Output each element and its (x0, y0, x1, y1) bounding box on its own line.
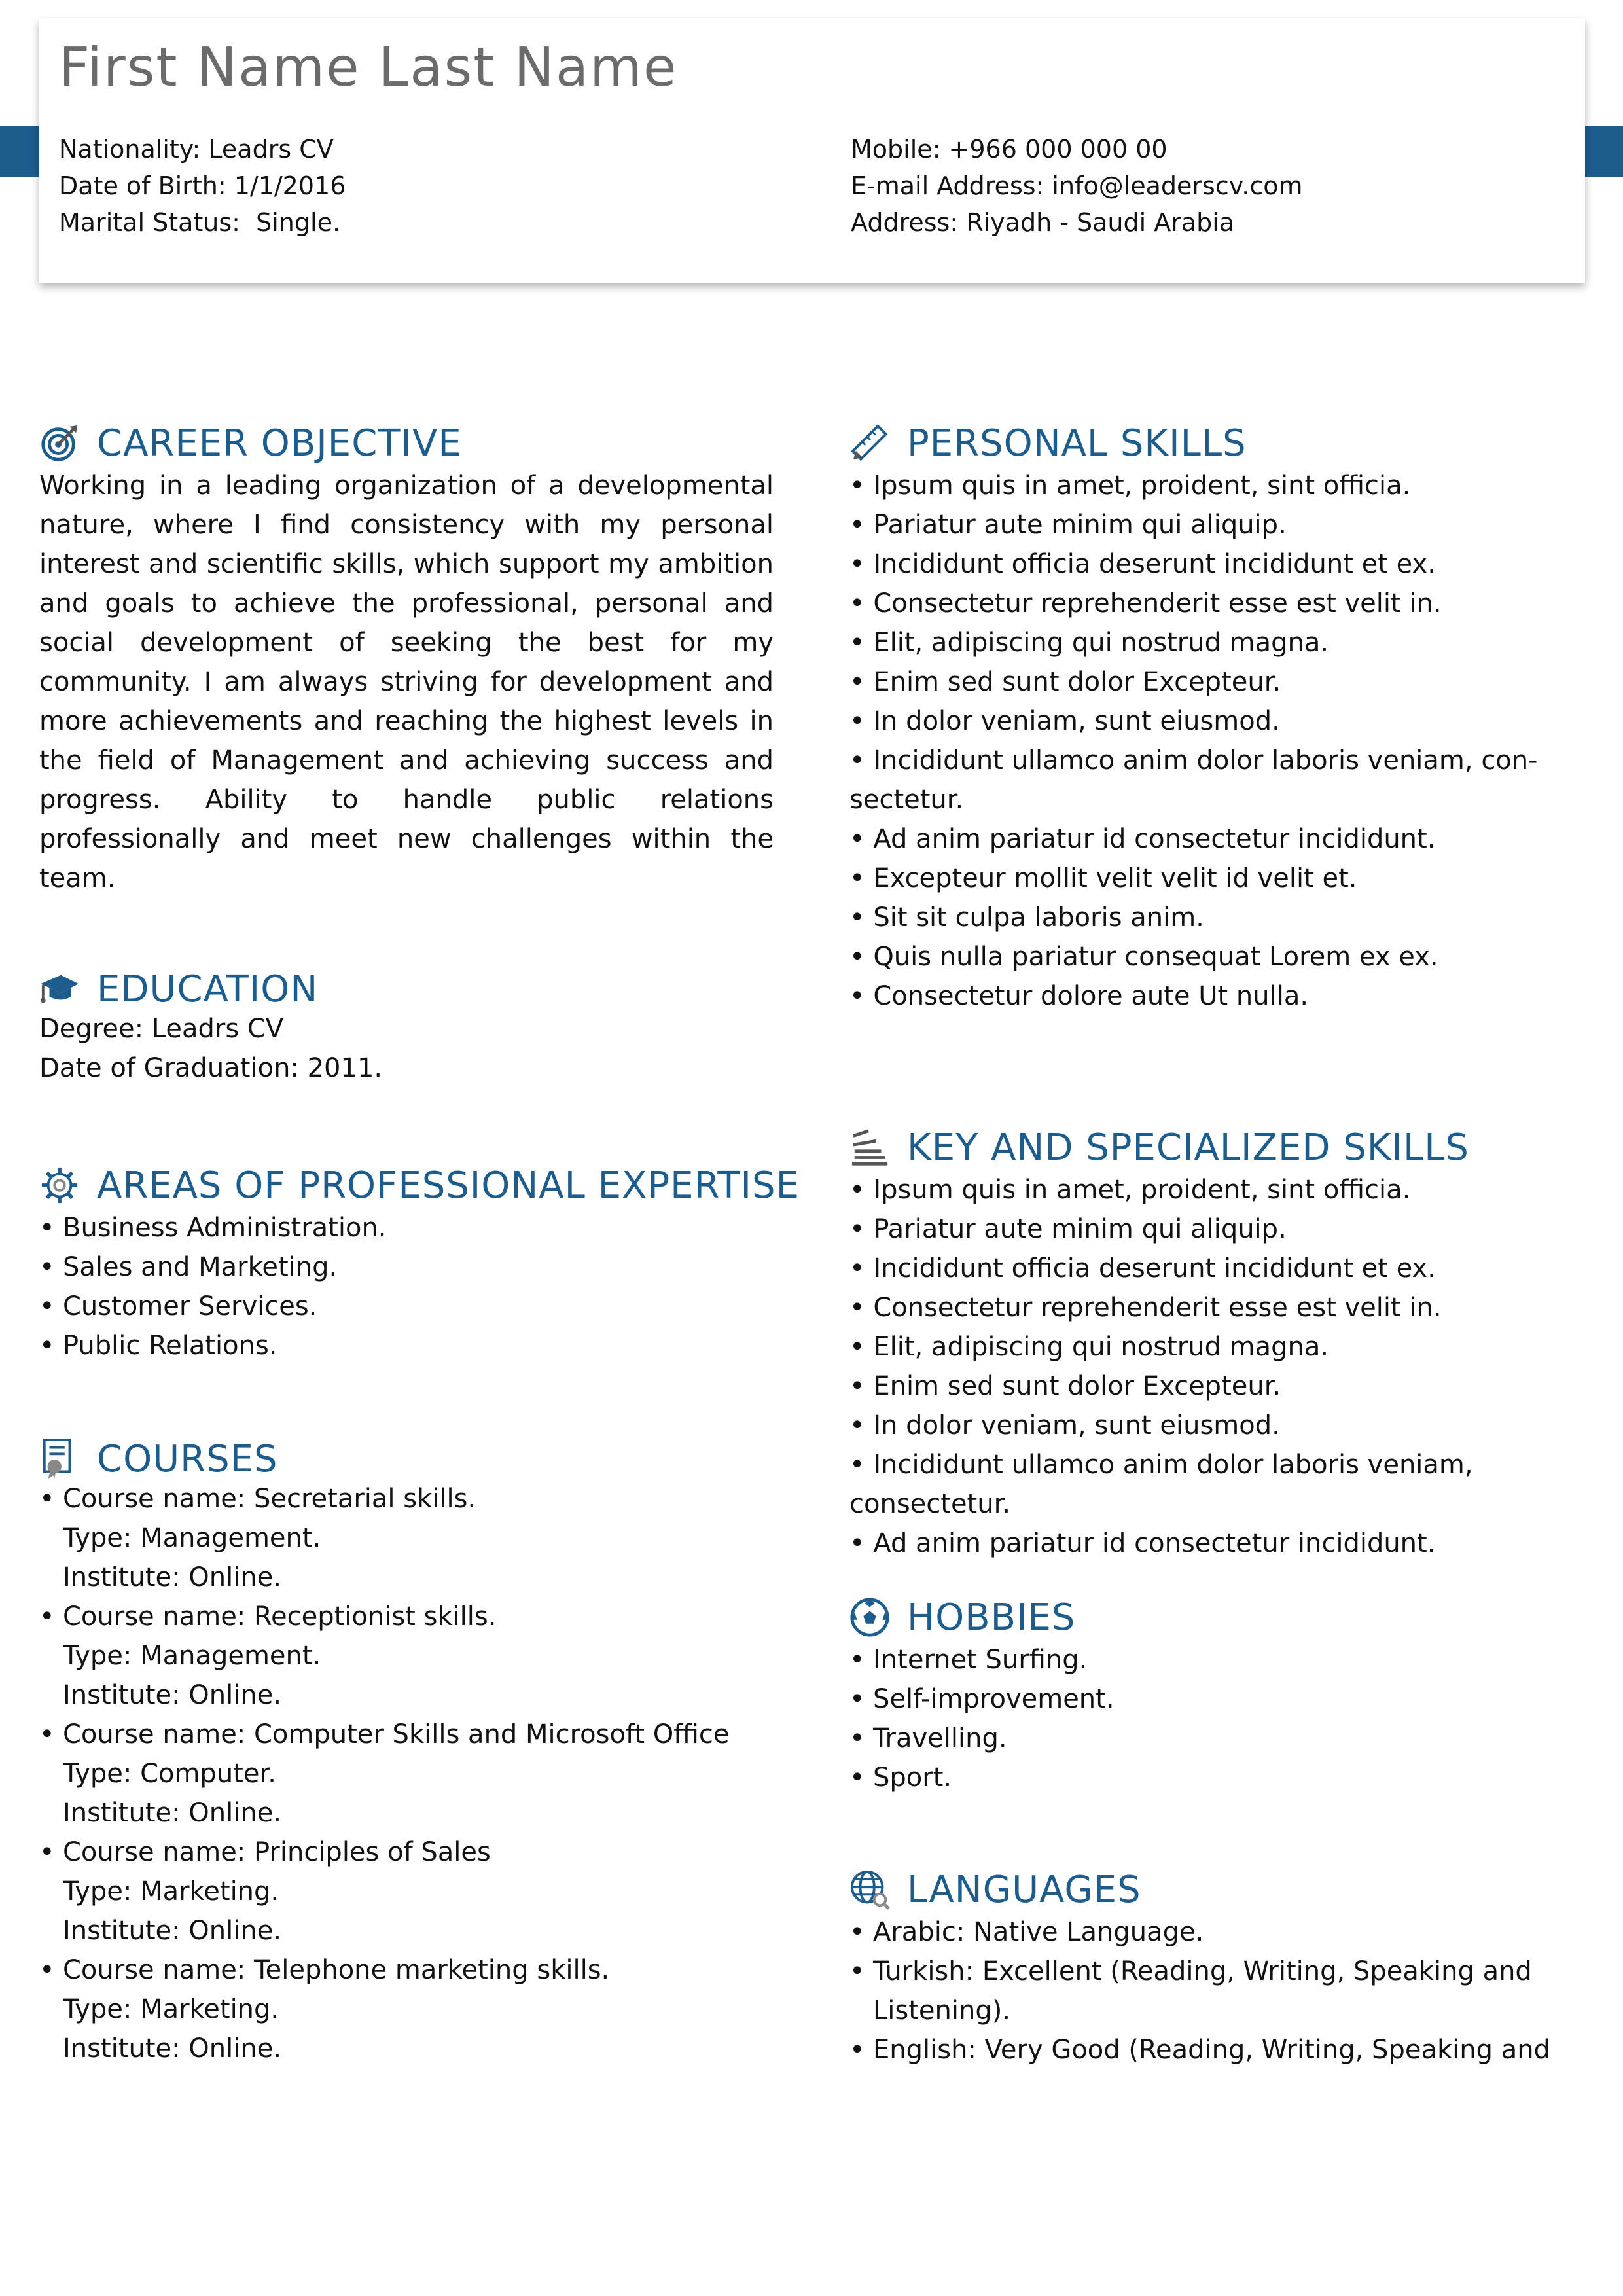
list-item: • Internet Surfing. (849, 1640, 1585, 1679)
list-item: • Pariatur aute minim qui aliquip. (849, 1210, 1585, 1249)
personal-skills-title: PERSONAL SKILLS (907, 422, 1247, 465)
list-item: • Ad anim pariatur id consectetur incididunt. (849, 1524, 1585, 1563)
accent-band-right (1582, 126, 1623, 177)
list-item: • Quis nulla pariatur consequat Lorem ex ex. (849, 937, 1585, 977)
course-type: Type: Management. (63, 1523, 321, 1553)
list-item: • Consectetur dolore aute Ut nulla. (849, 977, 1585, 1016)
list-item: • Consectetur reprehenderit esse est velit in. (849, 1288, 1585, 1327)
key-skills-section (849, 1124, 1585, 1563)
education-section (39, 966, 774, 1088)
education-title: EDUCATION (97, 967, 319, 1011)
list-item: • Turkish: Excellent (Reading, Writing, Speaking and Listening). (849, 1952, 1585, 2030)
header-card (39, 18, 1585, 283)
list-item: • Travelling. (849, 1719, 1585, 1758)
degree: Degree: Leadrs CV (39, 1014, 284, 1044)
course-type: Type: Marketing. (63, 1994, 279, 2024)
list-item: • Self-improvement. (849, 1679, 1585, 1719)
nationality: Nationality: Leadrs CV (59, 135, 334, 164)
date-of-birth: Date of Birth: 1/1/2016 (59, 171, 346, 200)
mobile: Mobile: +966 000 000 00 (851, 135, 1168, 164)
career-objective-title: CAREER OBJECTIVE (97, 422, 462, 465)
graduation-date: Date of Graduation: 2011. (39, 1053, 383, 1083)
list-item: • Enim sed sunt dolor Excepteur. (849, 1367, 1585, 1406)
list-item: • Incididunt officia deserunt incididunt et ex. (849, 1249, 1585, 1288)
list-item: • Incididunt officia deserunt incididunt et ex. (849, 545, 1585, 584)
list-item: • Sport. (849, 1758, 1585, 1797)
languages-section (849, 1867, 1585, 2070)
globe-icon (849, 1869, 890, 1910)
course-name: • Course name: Telephone marketing skills. (63, 1955, 610, 1985)
list-item: • Elit, adipiscing qui nostrud magna. (849, 623, 1585, 662)
course-institute: Institute: Online. (63, 1798, 282, 1828)
list-item: • Consectetur reprehenderit esse est velit in. (849, 584, 1585, 623)
course-name: • Course name: Principles of Sales (63, 1837, 491, 1867)
target-icon (39, 423, 80, 463)
course-institute: Institute: Online. (63, 1562, 282, 1592)
key-skills-title: KEY AND SPECIALIZED SKILLS (907, 1126, 1469, 1169)
personal-skills-section (849, 420, 1585, 1016)
list-item: • Excepteur mollit velit velit id velit et. (849, 859, 1585, 898)
list-item: • Incididunt ullamco anim dolor laboris veniam, consectetur. (849, 1445, 1585, 1524)
list-item: • Business Administration. (39, 1208, 774, 1247)
course-name: • Course name: Computer Skills and Microsoft Office (63, 1719, 730, 1749)
course-type: Type: Computer. (63, 1759, 276, 1789)
list-item: • Pariatur aute minim qui aliquip. (849, 505, 1585, 545)
courses-title: COURSES (97, 1437, 278, 1480)
list-item: • In dolor veniam, sunt eiusmod. (849, 1406, 1585, 1445)
course-type: Type: Management. (63, 1641, 321, 1671)
course-institute: Institute: Online. (63, 2034, 282, 2064)
certificate-icon (39, 1439, 80, 1479)
marital-status: Marital Status: Single. (59, 208, 341, 237)
list-item: • Ipsum quis in amet, proident, sint officia. (849, 466, 1585, 505)
list-item: • Sales and Marketing. (39, 1247, 774, 1287)
languages-title: LANGUAGES (907, 1868, 1141, 1911)
career-objective-text: Working in a leading organization of a developmental nature, where I find consistency with my personal interest and scientific skills, which support my ambition and goals to achieve the professional, personal and social development of seeking the best for my community. I am always striving for development and more achievements and reaching the highest levels in the field of Management and achieving success and progress. Ability to handle public relations professionally and meet new challenges within the team. (39, 471, 774, 893)
email-address: E-mail Address: info@leaderscv.com (851, 171, 1303, 200)
list-item: • Ad anim pariatur id consectetur incididunt. (849, 819, 1585, 859)
course-institute: Institute: Online. (63, 1680, 282, 1710)
list-item: • Incididunt ullamco anim dolor laboris veniam, con-sectetur. (849, 741, 1585, 819)
list-item: • Ipsum quis in amet, proident, sint officia. (849, 1170, 1585, 1210)
expertise-section (39, 1162, 800, 1365)
soccer-ball-icon (849, 1597, 890, 1638)
list-item: • Customer Services. (39, 1287, 774, 1326)
course-item (39, 1950, 774, 2068)
address: Address: Riyadh - Saudi Arabia (851, 208, 1235, 237)
course-item (39, 1479, 774, 1597)
course-institute: Institute: Online. (63, 1916, 282, 1946)
list-item: • In dolor veniam, sunt eiusmod. (849, 702, 1585, 741)
course-name: • Course name: Secretarial skills. (63, 1484, 476, 1514)
list-item: • English: Very Good (Reading, Writing, Speaking and (849, 2030, 1585, 2070)
hobbies-section (849, 1594, 1585, 1797)
hobbies-title: HOBBIES (907, 1596, 1076, 1639)
course-item (39, 1833, 774, 1950)
courses-section (39, 1436, 774, 2068)
gear-icon (39, 1165, 80, 1206)
course-item (39, 1597, 774, 1715)
course-item (39, 1715, 774, 1833)
stacked-books-icon (849, 1127, 890, 1168)
contact-info (851, 131, 1303, 241)
list-item: • Sit sit culpa laboris anim. (849, 898, 1585, 937)
pencil-ruler-icon (849, 423, 890, 463)
personal-info (59, 131, 346, 241)
accent-band-left (0, 126, 41, 177)
list-item: • Enim sed sunt dolor Excepteur. (849, 662, 1585, 702)
career-objective-section (39, 420, 774, 898)
candidate-name: First Name Last Name (59, 37, 678, 99)
list-item: • Arabic: Native Language. (849, 1912, 1585, 1952)
course-type: Type: Marketing. (63, 1876, 279, 1907)
list-item: • Public Relations. (39, 1326, 774, 1365)
list-item: • Elit, adipiscing qui nostrud magna. (849, 1327, 1585, 1367)
course-name: • Course name: Receptionist skills. (63, 1602, 497, 1632)
expertise-title: AREAS OF PROFESSIONAL EXPERTISE (97, 1164, 800, 1207)
graduation-cap-icon (39, 969, 80, 1009)
